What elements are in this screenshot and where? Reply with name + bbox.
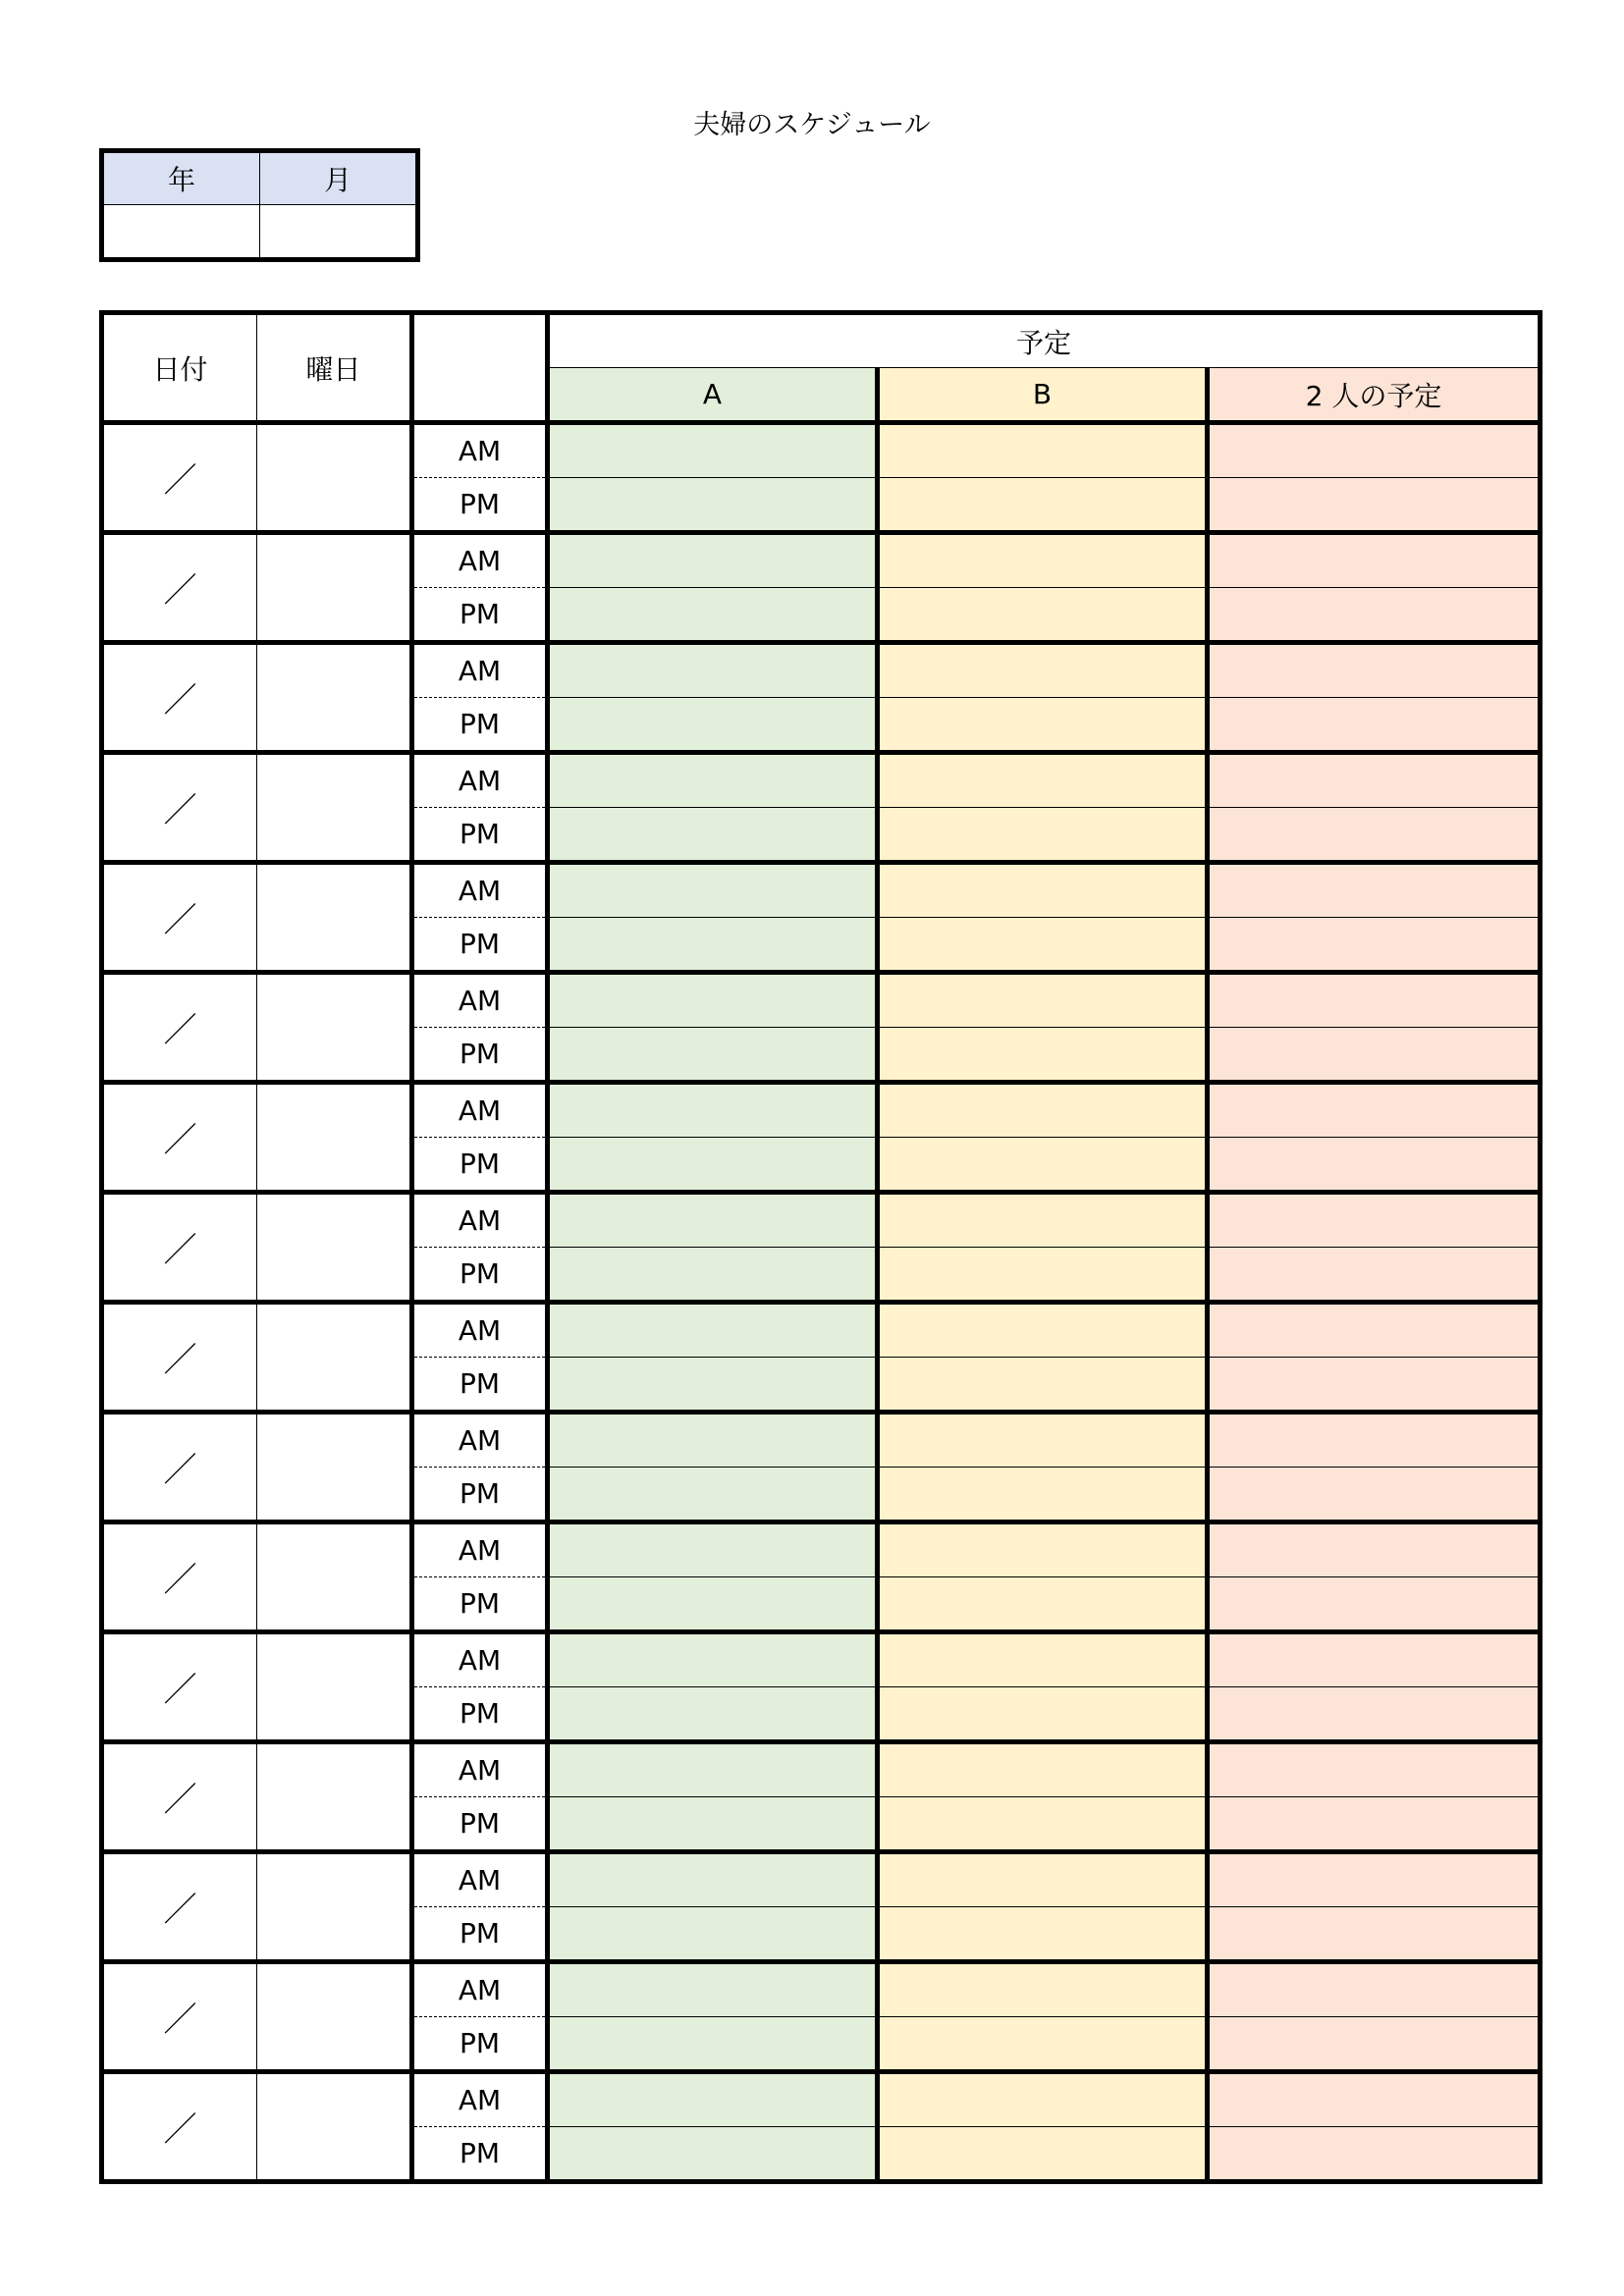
b-am-cell[interactable] bbox=[878, 1632, 1208, 1687]
both-am-cell[interactable] bbox=[1208, 863, 1541, 918]
day-row bbox=[102, 1413, 1541, 1468]
a-pm-cell[interactable] bbox=[548, 918, 878, 973]
pm-label: PM bbox=[412, 588, 548, 643]
ampm-header bbox=[412, 313, 548, 423]
a-pm-cell[interactable] bbox=[548, 1358, 878, 1413]
both-pm-cell[interactable] bbox=[1208, 698, 1541, 753]
b-am-cell[interactable] bbox=[878, 973, 1208, 1028]
both-am-cell[interactable] bbox=[1208, 1742, 1541, 1797]
day-row bbox=[102, 1962, 1541, 2017]
a-pm-cell[interactable] bbox=[548, 1028, 878, 1083]
month-field[interactable] bbox=[260, 205, 418, 260]
b-pm-cell[interactable] bbox=[878, 1358, 1208, 1413]
b-am-cell[interactable] bbox=[878, 643, 1208, 698]
date-cell[interactable]: ／ bbox=[102, 1962, 257, 2072]
year-month-table bbox=[99, 148, 420, 262]
both-am-cell[interactable] bbox=[1208, 1962, 1541, 2017]
both-pm-cell[interactable] bbox=[1208, 918, 1541, 973]
both-pm-cell[interactable] bbox=[1208, 478, 1541, 533]
weekday-cell[interactable] bbox=[257, 753, 412, 863]
both-am-cell[interactable] bbox=[1208, 1522, 1541, 1577]
am-label: AM bbox=[412, 1632, 548, 1687]
both-pm-cell[interactable] bbox=[1208, 1248, 1541, 1303]
a-am-cell[interactable] bbox=[548, 423, 878, 478]
am-label: AM bbox=[412, 533, 548, 588]
weekday-cell[interactable] bbox=[257, 533, 412, 643]
b-am-cell[interactable] bbox=[878, 863, 1208, 918]
both-pm-cell[interactable] bbox=[1208, 1358, 1541, 1413]
day-row bbox=[102, 643, 1541, 698]
weekday-cell[interactable] bbox=[257, 1083, 412, 1193]
day-row bbox=[102, 533, 1541, 588]
weekday-cell[interactable] bbox=[257, 1522, 412, 1632]
a-am-cell[interactable] bbox=[548, 2072, 878, 2127]
b-am-cell[interactable] bbox=[878, 1852, 1208, 1907]
both-am-cell[interactable] bbox=[1208, 1413, 1541, 1468]
b-pm-cell[interactable] bbox=[878, 1138, 1208, 1193]
b-am-cell[interactable] bbox=[878, 1413, 1208, 1468]
day-row bbox=[102, 973, 1541, 1028]
am-label: AM bbox=[412, 643, 548, 698]
pm-label: PM bbox=[412, 1358, 548, 1413]
year-field[interactable] bbox=[102, 205, 260, 260]
pm-label: PM bbox=[412, 1028, 548, 1083]
a-pm-cell[interactable] bbox=[548, 478, 878, 533]
am-label: AM bbox=[412, 1742, 548, 1797]
b-pm-cell[interactable] bbox=[878, 698, 1208, 753]
weekday-cell[interactable] bbox=[257, 1962, 412, 2072]
b-am-cell[interactable] bbox=[878, 1083, 1208, 1138]
b-pm-cell[interactable] bbox=[878, 1797, 1208, 1852]
weekday-cell[interactable] bbox=[257, 1303, 412, 1413]
col-b-header: B bbox=[878, 368, 1208, 423]
both-pm-cell[interactable] bbox=[1208, 2127, 1541, 2182]
b-am-cell[interactable] bbox=[878, 533, 1208, 588]
month-label: 月 bbox=[260, 151, 418, 205]
col-both-header: 2 人の予定 bbox=[1208, 368, 1541, 423]
date-cell[interactable]: ／ bbox=[102, 1303, 257, 1413]
a-pm-cell[interactable] bbox=[548, 698, 878, 753]
both-pm-cell[interactable] bbox=[1208, 1687, 1541, 1742]
day-row bbox=[102, 1742, 1541, 1797]
a-am-cell[interactable] bbox=[548, 753, 878, 808]
b-am-cell[interactable] bbox=[878, 1303, 1208, 1358]
weekday-cell[interactable] bbox=[257, 863, 412, 973]
am-label: AM bbox=[412, 863, 548, 918]
date-cell[interactable]: ／ bbox=[102, 2072, 257, 2182]
date-cell[interactable]: ／ bbox=[102, 1413, 257, 1522]
b-am-cell[interactable] bbox=[878, 1742, 1208, 1797]
schedule-table bbox=[99, 310, 1543, 2184]
a-am-cell[interactable] bbox=[548, 863, 878, 918]
a-pm-cell[interactable] bbox=[548, 1907, 878, 1962]
a-am-cell[interactable] bbox=[548, 1303, 878, 1358]
b-am-cell[interactable] bbox=[878, 753, 1208, 808]
b-pm-cell[interactable] bbox=[878, 1907, 1208, 1962]
b-pm-cell[interactable] bbox=[878, 2017, 1208, 2072]
a-am-cell[interactable] bbox=[548, 1522, 878, 1577]
a-pm-cell[interactable] bbox=[548, 1468, 878, 1522]
a-am-cell[interactable] bbox=[548, 1852, 878, 1907]
b-pm-cell[interactable] bbox=[878, 1248, 1208, 1303]
both-am-cell[interactable] bbox=[1208, 643, 1541, 698]
date-cell[interactable]: ／ bbox=[102, 1193, 257, 1303]
am-label: AM bbox=[412, 2072, 548, 2127]
am-label: AM bbox=[412, 1193, 548, 1248]
b-am-cell[interactable] bbox=[878, 1962, 1208, 2017]
both-pm-cell[interactable] bbox=[1208, 1907, 1541, 1962]
b-pm-cell[interactable] bbox=[878, 1468, 1208, 1522]
both-am-cell[interactable] bbox=[1208, 753, 1541, 808]
a-pm-cell[interactable] bbox=[548, 1248, 878, 1303]
a-pm-cell[interactable] bbox=[548, 588, 878, 643]
am-label: AM bbox=[412, 1522, 548, 1577]
date-cell[interactable]: ／ bbox=[102, 423, 257, 533]
day-row bbox=[102, 863, 1541, 918]
pm-label: PM bbox=[412, 918, 548, 973]
a-am-cell[interactable] bbox=[548, 1193, 878, 1248]
both-am-cell[interactable] bbox=[1208, 423, 1541, 478]
am-label: AM bbox=[412, 753, 548, 808]
page-title: 夫婦のスケジュール bbox=[693, 110, 931, 140]
both-am-cell[interactable] bbox=[1208, 1303, 1541, 1358]
date-cell[interactable]: ／ bbox=[102, 1632, 257, 1742]
am-label: AM bbox=[412, 423, 548, 478]
b-pm-cell[interactable] bbox=[878, 808, 1208, 863]
a-pm-cell[interactable] bbox=[548, 1138, 878, 1193]
day-row bbox=[102, 1193, 1541, 1248]
b-am-cell[interactable] bbox=[878, 2072, 1208, 2127]
date-cell[interactable]: ／ bbox=[102, 973, 257, 1083]
a-pm-cell[interactable] bbox=[548, 1797, 878, 1852]
a-am-cell[interactable] bbox=[548, 1083, 878, 1138]
date-cell[interactable]: ／ bbox=[102, 533, 257, 643]
a-pm-cell[interactable] bbox=[548, 1687, 878, 1742]
am-label: AM bbox=[412, 973, 548, 1028]
date-header: 日付 bbox=[102, 313, 257, 423]
both-am-cell[interactable] bbox=[1208, 533, 1541, 588]
date-cell[interactable]: ／ bbox=[102, 1852, 257, 1962]
weekday-cell[interactable] bbox=[257, 1742, 412, 1852]
weekday-cell[interactable] bbox=[257, 2072, 412, 2182]
a-pm-cell[interactable] bbox=[548, 2127, 878, 2182]
both-pm-cell[interactable] bbox=[1208, 588, 1541, 643]
date-cell[interactable]: ／ bbox=[102, 863, 257, 973]
weekday-header: 曜日 bbox=[257, 313, 412, 423]
date-cell[interactable]: ／ bbox=[102, 1083, 257, 1193]
am-label: AM bbox=[412, 1962, 548, 2017]
a-am-cell[interactable] bbox=[548, 1962, 878, 2017]
col-a-header: A bbox=[548, 368, 878, 423]
b-pm-cell[interactable] bbox=[878, 478, 1208, 533]
both-pm-cell[interactable] bbox=[1208, 2017, 1541, 2072]
a-am-cell[interactable] bbox=[548, 1632, 878, 1687]
pm-label: PM bbox=[412, 2017, 548, 2072]
both-pm-cell[interactable] bbox=[1208, 1028, 1541, 1083]
day-row bbox=[102, 2072, 1541, 2127]
pm-label: PM bbox=[412, 808, 548, 863]
day-row bbox=[102, 1522, 1541, 1577]
both-pm-cell[interactable] bbox=[1208, 1577, 1541, 1632]
pm-label: PM bbox=[412, 2127, 548, 2182]
pm-label: PM bbox=[412, 1248, 548, 1303]
b-am-cell[interactable] bbox=[878, 1522, 1208, 1577]
day-row bbox=[102, 1632, 1541, 1687]
am-label: AM bbox=[412, 1083, 548, 1138]
weekday-cell[interactable] bbox=[257, 423, 412, 533]
day-row bbox=[102, 1083, 1541, 1138]
both-am-cell[interactable] bbox=[1208, 1083, 1541, 1138]
both-am-cell[interactable] bbox=[1208, 2072, 1541, 2127]
both-am-cell[interactable] bbox=[1208, 1852, 1541, 1907]
pm-label: PM bbox=[412, 1687, 548, 1742]
day-row bbox=[102, 423, 1541, 478]
a-am-cell[interactable] bbox=[548, 533, 878, 588]
a-am-cell[interactable] bbox=[548, 973, 878, 1028]
b-pm-cell[interactable] bbox=[878, 1687, 1208, 1742]
both-pm-cell[interactable] bbox=[1208, 1138, 1541, 1193]
date-cell[interactable]: ／ bbox=[102, 643, 257, 753]
weekday-cell[interactable] bbox=[257, 1193, 412, 1303]
a-am-cell[interactable] bbox=[548, 643, 878, 698]
plans-header: 予定 bbox=[548, 313, 1541, 368]
day-row bbox=[102, 753, 1541, 808]
date-cell[interactable]: ／ bbox=[102, 753, 257, 863]
weekday-cell[interactable] bbox=[257, 973, 412, 1083]
b-pm-cell[interactable] bbox=[878, 2127, 1208, 2182]
weekday-cell[interactable] bbox=[257, 1852, 412, 1962]
a-pm-cell[interactable] bbox=[548, 808, 878, 863]
b-pm-cell[interactable] bbox=[878, 1028, 1208, 1083]
pm-label: PM bbox=[412, 478, 548, 533]
weekday-cell[interactable] bbox=[257, 1632, 412, 1742]
weekday-cell[interactable] bbox=[257, 643, 412, 753]
pm-label: PM bbox=[412, 698, 548, 753]
both-pm-cell[interactable] bbox=[1208, 1797, 1541, 1852]
both-pm-cell[interactable] bbox=[1208, 808, 1541, 863]
a-am-cell[interactable] bbox=[548, 1742, 878, 1797]
date-cell[interactable]: ／ bbox=[102, 1742, 257, 1852]
both-am-cell[interactable] bbox=[1208, 973, 1541, 1028]
year-label: 年 bbox=[102, 151, 260, 205]
day-row bbox=[102, 1852, 1541, 1907]
both-am-cell[interactable] bbox=[1208, 1193, 1541, 1248]
am-label: AM bbox=[412, 1413, 548, 1468]
both-pm-cell[interactable] bbox=[1208, 1468, 1541, 1522]
b-pm-cell[interactable] bbox=[878, 588, 1208, 643]
pm-label: PM bbox=[412, 1797, 548, 1852]
pm-label: PM bbox=[412, 1138, 548, 1193]
day-row bbox=[102, 1303, 1541, 1358]
weekday-cell[interactable] bbox=[257, 1413, 412, 1522]
am-label: AM bbox=[412, 1303, 548, 1358]
b-pm-cell[interactable] bbox=[878, 1577, 1208, 1632]
am-label: AM bbox=[412, 1852, 548, 1907]
b-pm-cell[interactable] bbox=[878, 918, 1208, 973]
a-pm-cell[interactable] bbox=[548, 1577, 878, 1632]
b-am-cell[interactable] bbox=[878, 1193, 1208, 1248]
pm-label: PM bbox=[412, 1468, 548, 1522]
pm-label: PM bbox=[412, 1907, 548, 1962]
a-pm-cell[interactable] bbox=[548, 2017, 878, 2072]
pm-label: PM bbox=[412, 1577, 548, 1632]
a-am-cell[interactable] bbox=[548, 1413, 878, 1468]
date-cell[interactable]: ／ bbox=[102, 1522, 257, 1632]
b-am-cell[interactable] bbox=[878, 423, 1208, 478]
both-am-cell[interactable] bbox=[1208, 1632, 1541, 1687]
